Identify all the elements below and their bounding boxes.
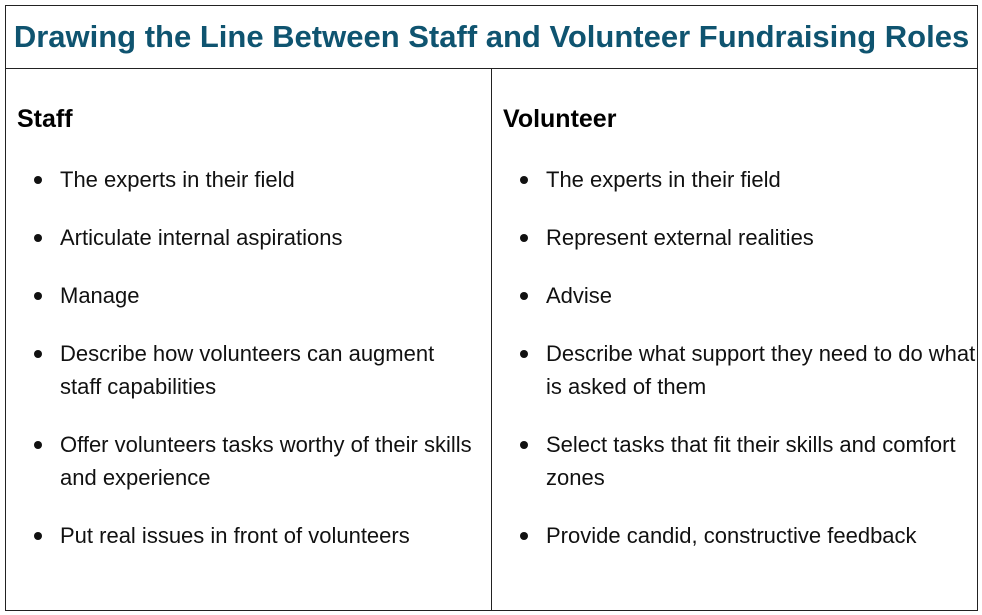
list-item-text: Provide candid, constructive feedback [546, 523, 917, 548]
list-item [492, 163, 976, 196]
list-item-text: Represent external realities [546, 225, 814, 250]
bullet-icon [34, 234, 42, 242]
staff-column [6, 69, 492, 610]
bullet-icon [520, 532, 528, 540]
volunteer-list [492, 163, 976, 577]
bullet-icon [520, 441, 528, 449]
page-title: Drawing the Line Between Staff and Volunteer Fundraising Roles [13, 19, 970, 54]
list-item-text: Describe what support they need to do what is asked of them [546, 341, 976, 399]
bullet-icon [520, 350, 528, 358]
bullet-icon [520, 234, 528, 242]
list-item-text: The experts in their field [60, 167, 295, 192]
list-item [492, 428, 976, 494]
list-item [6, 337, 480, 403]
staff-heading: Staff [17, 105, 73, 133]
bullet-icon [520, 176, 528, 184]
list-item [492, 279, 976, 312]
list-item-text: Describe how volunteers can augment staff capabilities [60, 341, 435, 399]
list-item-text: Articulate internal aspirations [60, 225, 343, 250]
staff-list [6, 163, 480, 577]
list-item [6, 519, 480, 552]
bullet-icon [34, 532, 42, 540]
title-row [6, 6, 977, 69]
bullet-icon [34, 350, 42, 358]
bullet-icon [34, 292, 42, 300]
list-item [6, 221, 480, 254]
list-item [492, 221, 976, 254]
volunteer-column [492, 69, 977, 610]
list-item-text: Put real issues in front of volunteers [60, 523, 410, 548]
bullet-icon [520, 292, 528, 300]
bullet-icon [34, 176, 42, 184]
list-item-text: Manage [60, 283, 140, 308]
list-item [492, 337, 976, 403]
list-item-text: Offer volunteers tasks worthy of their skills and experience [60, 432, 472, 490]
list-item [492, 519, 976, 552]
list-item-text: The experts in their field [546, 167, 781, 192]
list-item-text: Select tasks that fit their skills and comfort zones [546, 432, 956, 490]
list-item [6, 279, 480, 312]
list-item [6, 163, 480, 196]
bullet-icon [34, 441, 42, 449]
volunteer-heading: Volunteer [503, 105, 617, 133]
list-item [6, 428, 480, 494]
list-item-text: Advise [546, 283, 613, 308]
roles-table [5, 5, 978, 611]
